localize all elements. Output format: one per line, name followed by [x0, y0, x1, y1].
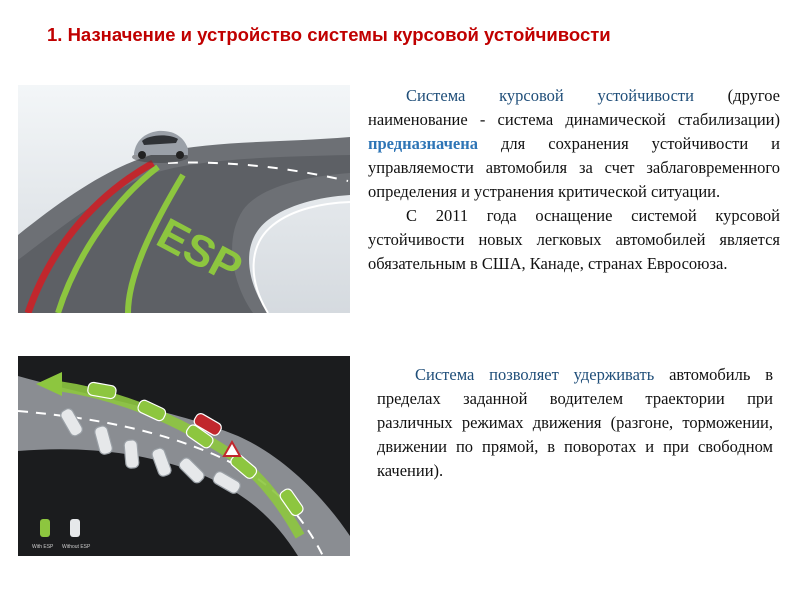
- paragraph-capability: [377, 363, 773, 483]
- legend-with-esp: With ESP: [32, 544, 54, 550]
- legend-esp-swatch: [40, 519, 50, 537]
- legend-without-esp: Without ESP: [62, 544, 91, 550]
- esp-road-marking: ESP: [149, 209, 250, 294]
- purpose-text-part-1: (другое наименование - система динамической стабилизации): [368, 86, 780, 129]
- description-text-block: [368, 84, 780, 276]
- paragraph-purpose: [368, 84, 780, 204]
- paragraph-regulation: С 2011 года оснащение системой курсовой устойчивости новых легковых автомобилей является обязательным в США, Канаде, странах Евросоюза.: [368, 206, 780, 273]
- capability-text: автомобиль в пределах заданной водителем траектории при различных режимах движения (разгоне, торможении, движении по прямой, в поворотах и при свободном качении).: [377, 365, 773, 480]
- legend-no-esp-swatch: [70, 519, 80, 537]
- purpose-text-part-2: для сохранения устойчивости и управляемости автомобиля за счет заблаговременного определения и устранения критической ситуации.: [368, 134, 780, 201]
- esp-road-graphic: [18, 85, 350, 313]
- trajectory-comparison-illustration: [18, 356, 350, 556]
- keyword-intended: предназначена: [368, 134, 479, 153]
- term-system-allows: Система позволяет удерживать: [415, 365, 655, 384]
- slide-title: 1. Назначение и устройство системы курсовой устойчивости: [47, 24, 611, 45]
- esp-road-illustration: [18, 85, 350, 313]
- term-esp-system: Система курсовой устойчивости: [406, 86, 694, 105]
- capability-text-block: [377, 363, 773, 483]
- trajectory-graphic: [18, 356, 350, 556]
